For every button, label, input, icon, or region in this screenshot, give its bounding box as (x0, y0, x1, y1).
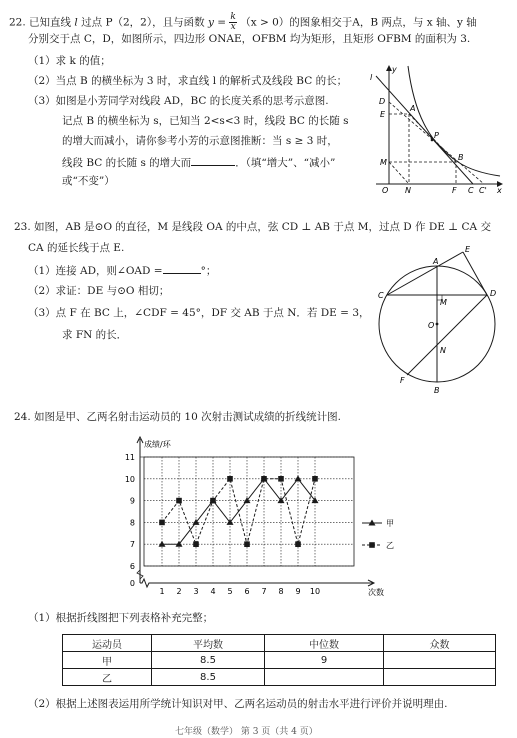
chart-x-tick-label: 2 (176, 587, 182, 596)
q23-text: 如图，AB 是⊙O 的直径，M 是线段 OA 的中点，弦 CD ⊥ AB 于点 M，过点 D 作 DE ⊥ CA 交 (34, 221, 491, 233)
q22-dashed-segment (389, 162, 409, 184)
answer-blank[interactable] (163, 263, 201, 274)
chart-point (210, 498, 216, 504)
chart-point (261, 476, 267, 482)
q23-line-1 (14, 221, 491, 234)
q22-text: 已知直线 (29, 16, 72, 29)
q22-part-1: （1）求 k 的值； (28, 55, 111, 67)
q23-label-n: N (440, 346, 446, 355)
q22-number: 22. (9, 16, 26, 29)
table-header: 运动员 (63, 635, 152, 652)
page-footer: 七年级（数学） 第 3 页（共 4 页） (175, 727, 318, 737)
chart-y-tick-label: 7 (129, 540, 135, 550)
chart-x-tick-label: 1 (159, 587, 165, 596)
q23-figure (372, 240, 512, 402)
table-cell[interactable] (384, 652, 496, 669)
q24-stats-table (62, 634, 496, 686)
q23-label-o: O (428, 321, 435, 330)
q22-text: A，B 两点，与 x 轴、y 轴 (352, 16, 477, 29)
chart-axes (125, 437, 384, 597)
legend-label: 甲 (386, 519, 394, 528)
q24-number: 24. (14, 411, 31, 423)
q24-part-2: （2）根据上述图表运用所学统计知识对甲、乙两名运动员的射击水平进行评价并说明理由. (28, 698, 448, 710)
chart-x-axis-label: 次数 (368, 588, 384, 597)
chart-x-tick-label: 6 (244, 587, 250, 596)
chart-point (295, 475, 302, 481)
q22-label-c: C (468, 186, 474, 195)
q22-part-2: （2）当点 B 的横坐标为 3 时，求直线 l 的解析式及线段 BC 的长； (28, 75, 348, 87)
chart-x-tick-label: 5 (227, 587, 233, 596)
chart-point (278, 476, 284, 482)
chart-point (193, 541, 199, 547)
chart-x-tick-label: 3 (193, 587, 199, 596)
q23-part-3-line-1: （3）点 F 在 BC 上，∠CDF = 45°，DF 交 AB 于点 N．若 DE = 3， (28, 307, 370, 319)
q24-text: 如图是甲、乙两名射击运动员的 10 次射击测试成绩的折线统计图. (34, 411, 341, 423)
chart-x-tick-label: 10 (309, 587, 321, 596)
q23-number: 23. (14, 221, 31, 233)
q24-line-chart (110, 433, 430, 598)
chart-x-tick-label: 9 (295, 587, 301, 596)
chart-point (227, 476, 233, 482)
q22-fraction (229, 13, 236, 32)
q23-text: （1）连接 AD，则∠OAD = (28, 265, 163, 277)
table-cell: 甲 (63, 652, 152, 669)
q23-label-d: D (490, 289, 497, 298)
q22-label-y: y (392, 65, 397, 74)
q23-part-2: （2）求证：DE 与⊙O 相切； (28, 285, 170, 297)
chart-series (159, 475, 319, 547)
frac-numerator: k (230, 12, 236, 22)
q22-text: （x > 0）的图象相交于 (240, 16, 353, 29)
q23-label-a: A (433, 257, 439, 266)
q23-text: °； (200, 265, 217, 277)
q23-label-c: C (378, 291, 384, 300)
q22-line-1 (9, 13, 477, 32)
q22-label-e: E (380, 110, 386, 119)
q22-label-a: A (410, 104, 416, 113)
chart-y-tick-label: 0 (129, 579, 135, 588)
table-cell[interactable] (265, 669, 384, 686)
table-header: 平均数 (152, 635, 265, 652)
table-cell: 乙 (63, 669, 152, 686)
chart-grid (144, 457, 354, 566)
q22-point-p (431, 139, 434, 142)
q23-line-ce (387, 252, 463, 295)
q23-part-1 (28, 263, 216, 278)
chart-y-tick-label: 9 (129, 496, 135, 506)
q22-label-p: P (434, 131, 439, 140)
q23-label-b: B (434, 386, 440, 395)
q22-label-o: O (382, 186, 389, 195)
q23-label-e: E (465, 245, 471, 254)
chart-point (244, 541, 250, 547)
q22-rect-ofbm (389, 162, 456, 184)
q22-function: y = (207, 16, 227, 29)
q22-label-d: D (379, 97, 386, 106)
chart-x-axis (140, 579, 374, 587)
chart-grid-box (144, 457, 354, 566)
chart-y-axis-label: 成绩/环 (144, 440, 171, 449)
chart-x-tick-label: 7 (261, 587, 267, 596)
q24-line-1 (14, 411, 341, 424)
q23-part-3-line-2: 求 FN 的长． (62, 329, 128, 341)
table-cell: 8.5 (152, 669, 265, 686)
chart-point (159, 520, 165, 526)
q22-hyperbola (408, 66, 500, 176)
chart-legend (362, 519, 394, 550)
q22-part-3-line-5: 或“不变”） (62, 175, 115, 187)
q23-line-2: CA 的延长线于点 E. (28, 242, 125, 254)
chart-point (295, 541, 301, 547)
q22-part-3-line-2: 记点 B 的横坐标为 s，已知当 2<s<3 时，线段 BC 的长随 s (62, 115, 349, 127)
chart-y-tick-label: 8 (129, 518, 135, 528)
chart-point (176, 498, 182, 504)
table-header: 中位数 (265, 635, 384, 652)
answer-blank[interactable] (191, 155, 235, 166)
q22-text: 线段 BC 的长随 s 的增大而 (62, 157, 192, 169)
q23-line-df (407, 295, 487, 375)
legend-label: 乙 (386, 541, 394, 550)
q22-label-x: x (497, 186, 502, 195)
table-cell[interactable] (384, 669, 496, 686)
q22-part-3-line-1: （3）如图是小芳同学对线段 AD，BC 的长度关系的思考示意图. (28, 95, 329, 107)
q24-part-1: （1）根据折线图把下列表格补充完整； (28, 612, 214, 624)
table-header: 众数 (384, 635, 496, 652)
q22-text: ．（填“增大”、“减小” (235, 157, 336, 169)
chart-x-tick-label: 4 (210, 587, 216, 596)
q23-label-f: F (400, 376, 405, 385)
frac-denominator: x (230, 22, 236, 32)
table-cell: 8.5 (152, 652, 265, 669)
q23-center-o (436, 323, 439, 326)
chart-series-yi (159, 476, 318, 547)
q22-label-l: l (370, 73, 373, 82)
q22-line-2: 分别交于点 C，D，如图所示，四边形 ONAE，OFBM 均为矩形，且矩形 OFBM 的面积为 3. (28, 33, 471, 45)
q22-part-3-line-4 (62, 155, 335, 170)
q22-label-m: M (380, 158, 387, 167)
q23-label-m: M (440, 298, 447, 307)
chart-series-line (162, 479, 315, 544)
q22-label-c-prime: C' (479, 186, 487, 195)
q22-label-f: F (452, 186, 457, 195)
legend-marker (369, 542, 375, 548)
chart-point (312, 476, 318, 482)
q22-label-b: B (458, 153, 464, 162)
table-row (63, 669, 496, 686)
q22-point: P（2，2），且与函数 (105, 16, 205, 29)
chart-y-tick-label: 10 (124, 474, 135, 484)
q22-dashed-line (389, 102, 484, 184)
q22-figure (368, 62, 508, 197)
q22-part-3-line-3: 的增大而减小，请你参考小芳的示意图推断：当 s ≥ 3 时， (62, 135, 338, 147)
table-cell: 9 (265, 652, 384, 669)
chart-y-tick-label: 6 (129, 562, 135, 571)
chart-y-tick-label: 11 (124, 453, 135, 462)
chart-x-tick-label: 8 (278, 587, 284, 596)
q22-text: 过点 (81, 16, 103, 29)
q23-line-de (463, 252, 487, 295)
table-header-row (63, 635, 496, 652)
q22-label-n: N (405, 186, 411, 195)
table-row (63, 652, 496, 669)
q22-line-symbol: l (74, 16, 78, 29)
